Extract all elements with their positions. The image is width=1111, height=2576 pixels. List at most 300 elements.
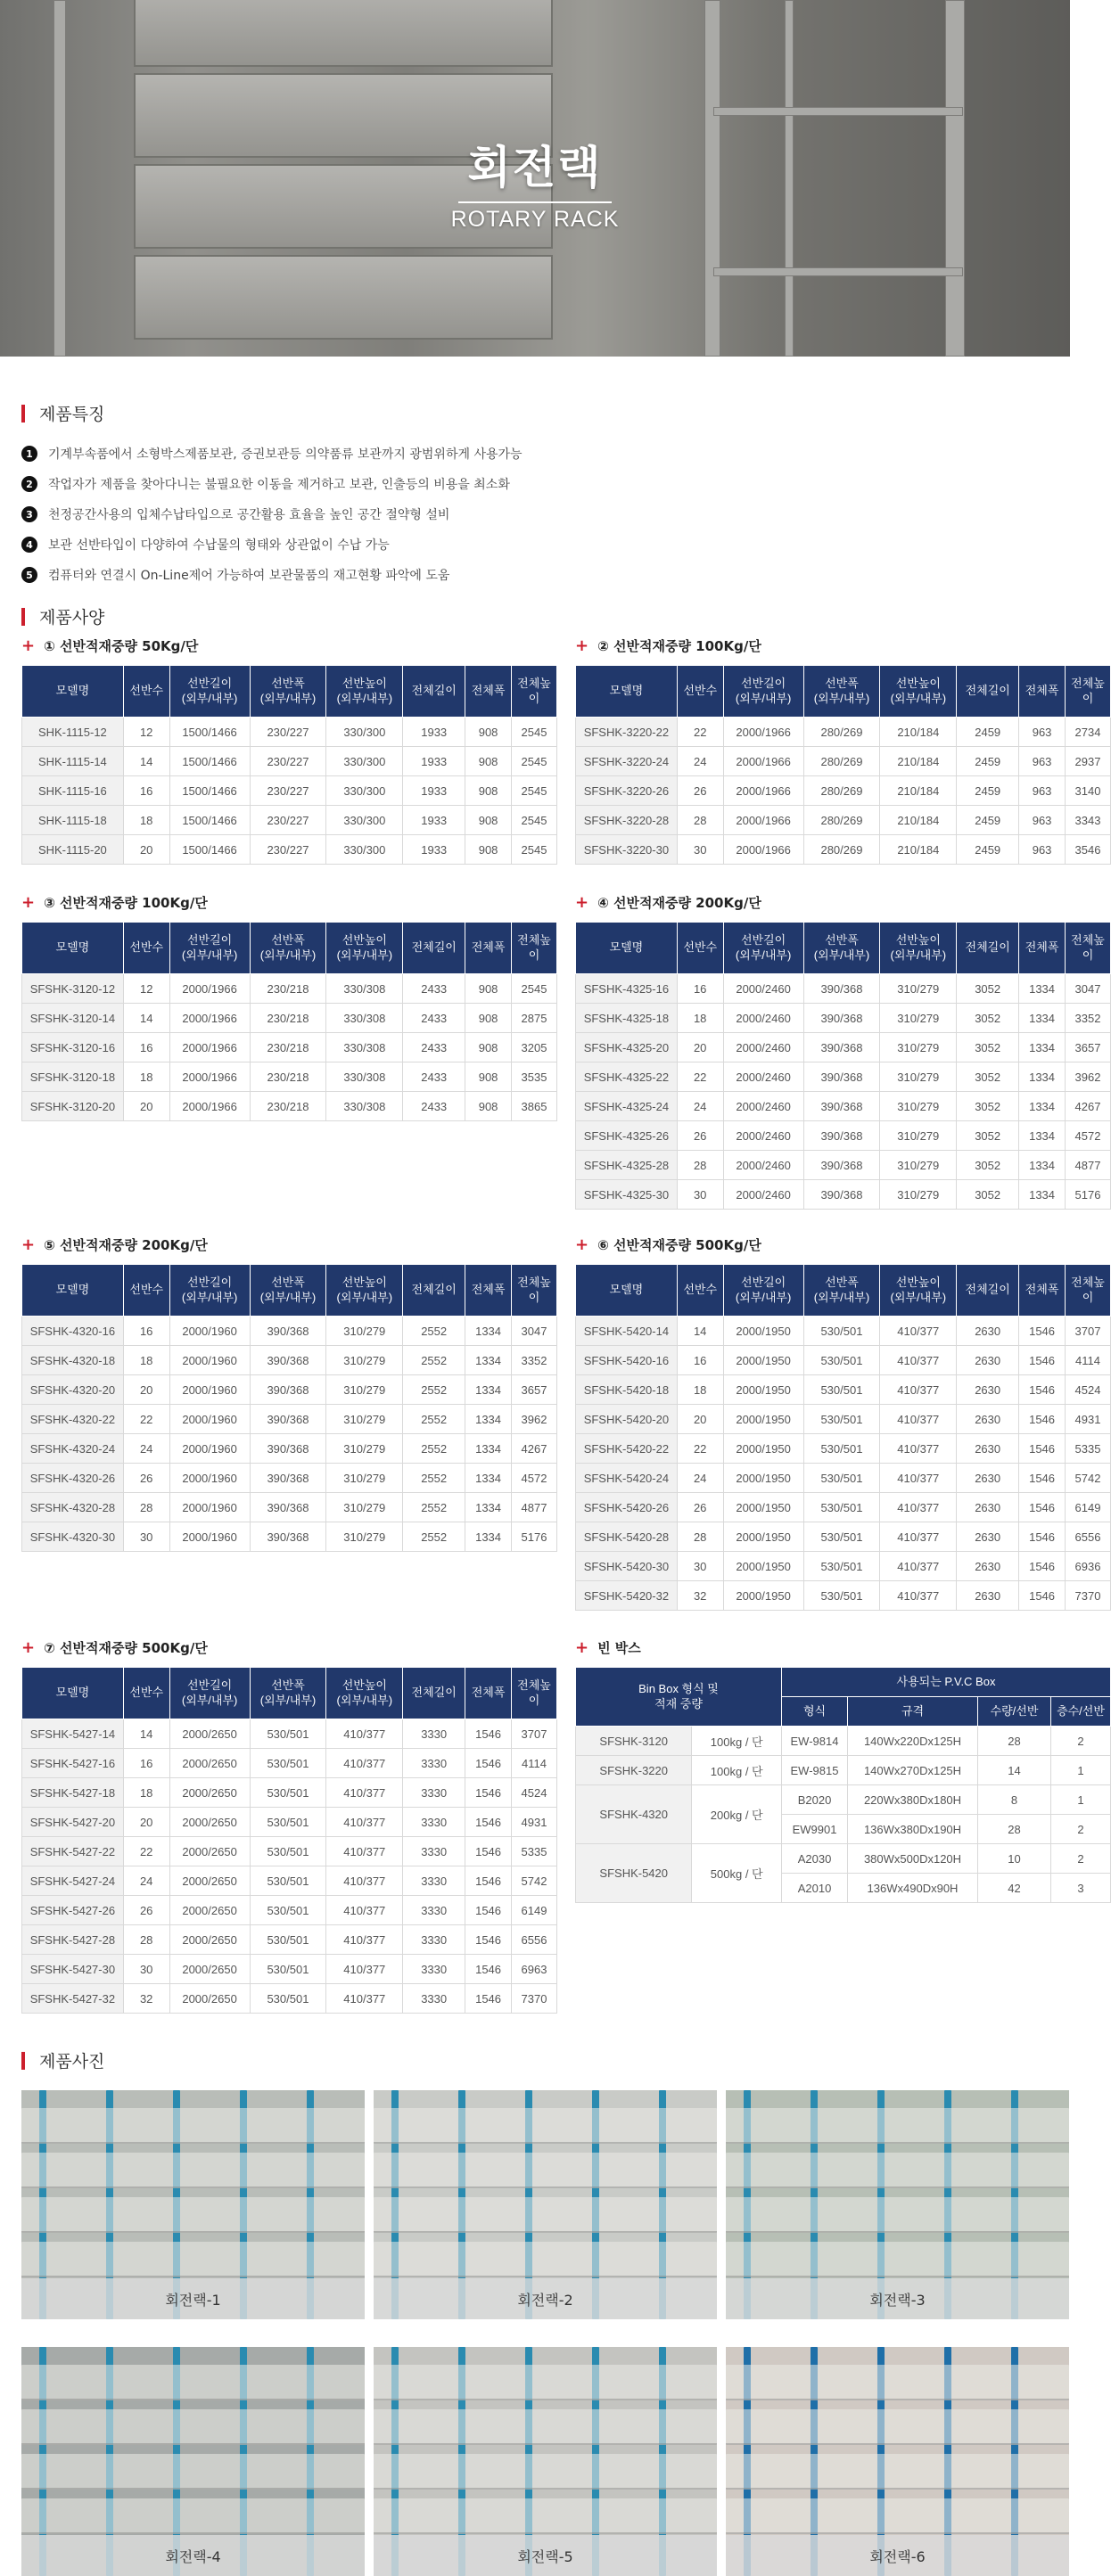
table-row	[576, 1434, 1111, 1464]
table-cell: 3052	[957, 1062, 1019, 1092]
table-row	[22, 1092, 557, 1121]
table-cell: 2000/2650	[169, 1955, 250, 1984]
table-cell: 410/377	[326, 1719, 403, 1749]
table-cell: 4877	[1066, 1151, 1111, 1180]
table-cell: 1546	[1019, 1434, 1066, 1464]
model-cell: SFSHK-3220-22	[576, 718, 678, 747]
table-cell: 26	[123, 1464, 169, 1493]
section-marker	[21, 405, 25, 422]
photo-caption: 회전랙-6	[726, 2535, 1069, 2576]
table-cell: 2630	[957, 1464, 1019, 1493]
table-cell: 4524	[512, 1778, 557, 1808]
table-cell: 1546	[465, 1778, 512, 1808]
rack-shelf-image	[726, 2454, 1069, 2490]
table-cell: 10	[978, 1844, 1051, 1874]
table-cell: 210/184	[880, 776, 957, 806]
column-header: 선반폭 (외부/내부)	[803, 923, 880, 974]
model-cell: SFSHK-5427-20	[22, 1808, 124, 1837]
model-cell: SFSHK-3220	[576, 1756, 692, 1785]
table-row	[22, 1522, 557, 1552]
table-cell: 3707	[1066, 1317, 1111, 1346]
table-cell: 3052	[957, 1180, 1019, 1210]
rack-shelf-image	[726, 2153, 1069, 2188]
table-cell: 16	[677, 974, 723, 1004]
table-row	[576, 1727, 1111, 1756]
rack-shelf-image	[726, 2108, 1069, 2144]
model-cell: SHK-1115-20	[22, 835, 124, 865]
table-header-row	[22, 666, 557, 718]
rack-shelf-image	[726, 2498, 1069, 2534]
table-row	[22, 1375, 557, 1405]
column-header: 전체길이	[957, 1265, 1019, 1317]
table-cell: 210/184	[880, 806, 957, 835]
model-cell: SFSHK-5420-20	[576, 1405, 678, 1434]
photo-caption: 회전랙-3	[726, 2278, 1069, 2319]
table-cell: 908	[465, 835, 512, 865]
table-cell: 6963	[512, 1955, 557, 1984]
column-header: 전체높이	[1066, 923, 1111, 974]
table-cell: 6149	[1066, 1493, 1111, 1522]
table-cell: 410/377	[326, 1984, 403, 2014]
table-cell: 3330	[403, 1808, 465, 1837]
table-cell: 2	[1051, 1844, 1111, 1874]
column-header: 선반높이 (외부/내부)	[326, 923, 403, 974]
table-cell: 3962	[512, 1405, 557, 1434]
table-cell: 3140	[1066, 776, 1111, 806]
column-header: 층수/선반	[1051, 1697, 1111, 1727]
table-header-row	[576, 1265, 1111, 1317]
rack-shelf-image	[21, 2197, 365, 2233]
table-row	[576, 1375, 1111, 1405]
model-cell: SFSHK-5420-16	[576, 1346, 678, 1375]
plus-icon: +	[21, 1235, 36, 1254]
spec-table-block	[21, 636, 557, 865]
table-cell: 1933	[403, 718, 465, 747]
table-header-row	[576, 923, 1111, 974]
table-cell: 1334	[1019, 1092, 1066, 1121]
table-row	[22, 1062, 557, 1092]
table-cell: 26	[123, 1896, 169, 1925]
plus-icon: +	[21, 892, 36, 912]
table-cell: 2000/2650	[169, 1925, 250, 1955]
table-cell: 2000/2460	[723, 1004, 803, 1033]
table-cell: 2000/1950	[723, 1493, 803, 1522]
spec-table	[575, 665, 1111, 865]
photo-card[interactable]	[374, 2090, 717, 2319]
model-cell: SFSHK-5427-26	[22, 1896, 124, 1925]
spec-table-title: ⑥ 선반적재중량 500Kg/단	[597, 1236, 761, 1253]
table-cell: 24	[677, 1092, 723, 1121]
plus-icon: +	[575, 892, 589, 912]
table-cell: 530/501	[250, 1896, 326, 1925]
specs-section	[21, 604, 104, 628]
table-row	[576, 1581, 1111, 1611]
table-cell: 1546	[465, 1808, 512, 1837]
table-cell: 28	[677, 1151, 723, 1180]
model-cell: SFSHK-5420-26	[576, 1493, 678, 1522]
table-cell: 230/227	[250, 747, 326, 776]
table-cell: 140Wx220Dx125H	[848, 1727, 978, 1756]
features-title: 제품특징	[39, 405, 105, 424]
table-cell: 330/308	[326, 974, 403, 1004]
model-cell: SFSHK-5427-16	[22, 1749, 124, 1778]
model-cell: SFSHK-3220-24	[576, 747, 678, 776]
table-cell: 230/227	[250, 806, 326, 835]
table-row	[576, 1180, 1111, 1210]
table-cell: 963	[1019, 747, 1066, 776]
photo-card[interactable]	[726, 2347, 1069, 2576]
table-cell: 230/227	[250, 718, 326, 747]
model-cell: SFSHK-5427-30	[22, 1955, 124, 1984]
table-cell: 2875	[512, 1004, 557, 1033]
table-cell: 1	[1051, 1756, 1111, 1785]
table-cell: 6936	[1066, 1552, 1111, 1581]
table-cell: 20	[123, 1808, 169, 1837]
column-header: 선반높이 (외부/내부)	[880, 923, 957, 974]
model-cell: SFSHK-4320-22	[22, 1405, 124, 1434]
photo-caption: 회전랙-1	[21, 2278, 365, 2319]
column-header: 전체높이	[512, 666, 557, 718]
table-cell: 310/279	[326, 1493, 403, 1522]
column-header: Bin Box 형식 및 적재 중량	[576, 1668, 782, 1727]
table-row	[22, 1033, 557, 1062]
table-row	[22, 1866, 557, 1896]
table-cell: 908	[465, 718, 512, 747]
table-cell: 22	[123, 1837, 169, 1866]
table-cell: 3330	[403, 1955, 465, 1984]
model-cell: SFSHK-5427-28	[22, 1925, 124, 1955]
spec-table	[21, 922, 557, 1121]
table-cell: 280/269	[803, 747, 880, 776]
load-cell: 100kg / 단	[692, 1756, 782, 1785]
table-cell: 136Wx380Dx190H	[848, 1815, 978, 1844]
table-cell: 12	[123, 974, 169, 1004]
table-row	[576, 1844, 1111, 1874]
table-row	[576, 806, 1111, 835]
plus-icon: +	[21, 636, 36, 655]
model-cell: SFSHK-5427-24	[22, 1866, 124, 1896]
table-cell: 1334	[465, 1522, 512, 1552]
rack-shelf-image	[374, 2153, 717, 2188]
table-cell: 1	[1051, 1785, 1111, 1815]
photos-title: 제품사진	[39, 2052, 105, 2071]
table-cell: 2000/2460	[723, 1062, 803, 1092]
table-cell: 26	[677, 1493, 723, 1522]
table-cell: 4877	[512, 1493, 557, 1522]
table-cell: 1546	[465, 1984, 512, 2014]
table-cell: 908	[465, 776, 512, 806]
model-cell: SFSHK-5427-32	[22, 1984, 124, 2014]
table-cell: 3205	[512, 1033, 557, 1062]
table-cell: 4931	[512, 1808, 557, 1837]
table-cell: 310/279	[326, 1346, 403, 1375]
table-cell: 2000/1966	[169, 1033, 250, 1062]
model-cell: SFSHK-5420-28	[576, 1522, 678, 1552]
table-row	[576, 1493, 1111, 1522]
table-cell: 6556	[512, 1925, 557, 1955]
table-row	[22, 1837, 557, 1866]
column-header: 선반수	[677, 666, 723, 718]
table-cell: 3352	[1066, 1004, 1111, 1033]
table-row	[576, 1004, 1111, 1033]
table-cell: 4931	[1066, 1405, 1111, 1434]
photo-card[interactable]	[21, 2347, 365, 2576]
table-row	[576, 1062, 1111, 1092]
table-cell: 380Wx500Dx120H	[848, 1844, 978, 1874]
table-cell: 530/501	[803, 1346, 880, 1375]
table-cell: 2937	[1066, 747, 1111, 776]
column-header: 전체높이	[512, 923, 557, 974]
model-cell: SFSHK-3120-14	[22, 1004, 124, 1033]
table-cell: 7370	[512, 1984, 557, 2014]
table-cell: 390/368	[803, 1004, 880, 1033]
model-cell: SHK-1115-16	[22, 776, 124, 806]
rack-shelf-image	[21, 2153, 365, 2188]
table-cell: 2734	[1066, 718, 1111, 747]
table-header-row	[576, 1668, 1111, 1697]
column-header: 선반길이 (외부/내부)	[169, 923, 250, 974]
table-cell: 16	[123, 776, 169, 806]
table-cell: 12	[123, 718, 169, 747]
spec-table-title: ④ 선반적재중량 200Kg/단	[597, 894, 761, 911]
feature-item	[21, 439, 523, 469]
table-cell: 1334	[465, 1346, 512, 1375]
table-cell: 2000/1966	[169, 1092, 250, 1121]
model-cell: SFSHK-3120	[576, 1727, 692, 1756]
table-cell: 2000/2650	[169, 1896, 250, 1925]
rack-shelf-image	[374, 2365, 717, 2400]
table-cell: 410/377	[880, 1317, 957, 1346]
table-cell: 2000/1950	[723, 1581, 803, 1611]
table-cell: 410/377	[326, 1896, 403, 1925]
table-cell: 3343	[1066, 806, 1111, 835]
photo-caption: 회전랙-5	[374, 2535, 717, 2576]
table-cell: 530/501	[250, 1866, 326, 1896]
table-cell: 330/308	[326, 1062, 403, 1092]
rack-shelf-image	[374, 2409, 717, 2445]
table-cell: 410/377	[326, 1808, 403, 1837]
number-badge-icon: 2	[21, 476, 37, 492]
table-cell: 20	[123, 1092, 169, 1121]
table-row	[22, 718, 557, 747]
spec-table	[21, 665, 557, 865]
table-cell: 3352	[512, 1346, 557, 1375]
table-cell: 1500/1466	[169, 835, 250, 865]
table-cell: 410/377	[880, 1375, 957, 1405]
table-cell: 3657	[1066, 1033, 1111, 1062]
column-header: 선반높이 (외부/내부)	[880, 666, 957, 718]
table-cell: 330/308	[326, 1004, 403, 1033]
table-cell: 410/377	[326, 1778, 403, 1808]
table-cell: 22	[123, 1405, 169, 1434]
table-cell: 410/377	[880, 1552, 957, 1581]
table-cell: 16	[123, 1749, 169, 1778]
table-cell: 2459	[957, 806, 1019, 835]
table-row	[22, 1778, 557, 1808]
table-cell: 1933	[403, 806, 465, 835]
table-cell: 16	[677, 1346, 723, 1375]
table-row	[576, 1552, 1111, 1581]
spec-table-title: ⑤ 선반적재중량 200Kg/단	[44, 1236, 208, 1253]
binbox-block	[575, 1638, 1111, 1903]
table-row	[576, 776, 1111, 806]
model-cell: SFSHK-3120-20	[22, 1092, 124, 1121]
table-cell: 410/377	[326, 1837, 403, 1866]
spec-table-block	[575, 1235, 1111, 1611]
table-cell: 1334	[1019, 1151, 1066, 1180]
photo-card[interactable]	[21, 2090, 365, 2319]
table-row	[576, 1092, 1111, 1121]
model-cell: SFSHK-5420-30	[576, 1552, 678, 1581]
table-row	[576, 1151, 1111, 1180]
table-cell: 3962	[1066, 1062, 1111, 1092]
table-cell: 1334	[465, 1464, 512, 1493]
column-header: 전체길이	[403, 1265, 465, 1317]
table-cell: 2552	[403, 1522, 465, 1552]
table-cell: 310/279	[326, 1405, 403, 1434]
table-cell: 1334	[465, 1317, 512, 1346]
table-cell: 2630	[957, 1375, 1019, 1405]
feature-text: 기계부속품에서 소형박스제품보관, 증권보관등 의약품류 보관까지 광범위하게 사용가능	[48, 447, 523, 462]
column-header: 모델명	[22, 1265, 124, 1317]
table-cell: 1334	[1019, 1180, 1066, 1210]
model-cell: SFSHK-4325-22	[576, 1062, 678, 1092]
column-header: 선반수	[123, 1668, 169, 1719]
photo-card[interactable]	[374, 2347, 717, 2576]
table-cell: 530/501	[803, 1464, 880, 1493]
table-row	[22, 1896, 557, 1925]
table-cell: 908	[465, 747, 512, 776]
table-cell: 3330	[403, 1778, 465, 1808]
table-cell: 2459	[957, 776, 1019, 806]
plus-icon: +	[21, 1637, 36, 1657]
table-cell: 390/368	[250, 1464, 326, 1493]
table-cell: 2000/1960	[169, 1434, 250, 1464]
rack-shelf-image	[726, 2365, 1069, 2400]
table-cell: 1546	[1019, 1405, 1066, 1434]
table-cell: 530/501	[803, 1581, 880, 1611]
table-cell: 2000/2650	[169, 1866, 250, 1896]
photo-card[interactable]	[726, 2090, 1069, 2319]
table-cell: 1546	[1019, 1552, 1066, 1581]
table-cell: 2433	[403, 1092, 465, 1121]
model-cell: SFSHK-4325-26	[576, 1121, 678, 1151]
table-cell: 1546	[1019, 1375, 1066, 1405]
table-cell: 1933	[403, 835, 465, 865]
model-cell: SFSHK-5420	[576, 1844, 692, 1903]
column-header: 모델명	[576, 666, 678, 718]
table-cell: 22	[677, 1434, 723, 1464]
table-cell: 2000/1966	[723, 718, 803, 747]
table-cell: 2000/2460	[723, 1151, 803, 1180]
photo-caption: 회전랙-2	[374, 2278, 717, 2319]
table-cell: 908	[465, 1004, 512, 1033]
hero-divider	[458, 201, 612, 203]
table-cell: 30	[677, 1180, 723, 1210]
table-cell: 3330	[403, 1984, 465, 2014]
column-header: 전체높이	[1066, 1265, 1111, 1317]
table-row	[22, 747, 557, 776]
table-cell: 410/377	[880, 1464, 957, 1493]
table-cell: 410/377	[880, 1522, 957, 1552]
table-row	[576, 1121, 1111, 1151]
table-cell: 410/377	[880, 1434, 957, 1464]
table-row	[22, 1464, 557, 1493]
table-cell: 2000/1950	[723, 1346, 803, 1375]
table-cell: 530/501	[803, 1317, 880, 1346]
model-cell: SFSHK-5420-18	[576, 1375, 678, 1405]
table-cell: 28	[978, 1727, 1051, 1756]
table-cell: 136Wx490Dx90H	[848, 1874, 978, 1903]
table-cell: 1933	[403, 776, 465, 806]
table-cell: 28	[677, 806, 723, 835]
column-header: 선반폭 (외부/내부)	[250, 666, 326, 718]
feature-item	[21, 529, 523, 560]
table-cell: 1546	[465, 1749, 512, 1778]
spec-table-block	[21, 1235, 557, 1552]
table-cell: 7370	[1066, 1581, 1111, 1611]
column-header: 선반폭 (외부/내부)	[250, 923, 326, 974]
column-header: 선반높이 (외부/내부)	[326, 1668, 403, 1719]
table-cell: 230/218	[250, 1092, 326, 1121]
table-cell: 1546	[465, 1955, 512, 1984]
table-cell: 2000/2650	[169, 1749, 250, 1778]
rack-shelf-image	[21, 2108, 365, 2144]
column-header: 규격	[848, 1697, 978, 1727]
table-cell: 2433	[403, 974, 465, 1004]
model-cell: SFSHK-4320-18	[22, 1346, 124, 1375]
table-cell: 2545	[512, 974, 557, 1004]
table-row	[22, 1493, 557, 1522]
table-cell: 3330	[403, 1896, 465, 1925]
table-row	[576, 718, 1111, 747]
table-cell: 390/368	[250, 1346, 326, 1375]
table-cell: 410/377	[326, 1749, 403, 1778]
table-cell: 390/368	[250, 1317, 326, 1346]
model-cell: SFSHK-5427-22	[22, 1837, 124, 1866]
column-header: 전체폭	[465, 1265, 512, 1317]
column-header: 선반높이 (외부/내부)	[880, 1265, 957, 1317]
column-header: 전체높이	[1066, 666, 1111, 718]
table-cell: 2545	[512, 718, 557, 747]
table-cell: 310/279	[880, 1121, 957, 1151]
model-cell: SFSHK-4325-24	[576, 1092, 678, 1121]
table-cell: 16	[123, 1033, 169, 1062]
table-cell: 908	[465, 974, 512, 1004]
table-cell: 18	[123, 806, 169, 835]
model-cell: SFSHK-5427-18	[22, 1778, 124, 1808]
table-row	[576, 1317, 1111, 1346]
table-cell: 4524	[1066, 1375, 1111, 1405]
table-cell: 310/279	[326, 1464, 403, 1493]
features-list	[21, 439, 523, 590]
rack-shelf-image	[374, 2454, 717, 2490]
column-header: 전체폭	[465, 923, 512, 974]
table-row	[576, 1464, 1111, 1493]
model-cell: SFSHK-4325-18	[576, 1004, 678, 1033]
table-cell: 908	[465, 1092, 512, 1121]
table-cell: 330/300	[326, 835, 403, 865]
table-cell: 2552	[403, 1346, 465, 1375]
model-cell: SFSHK-3120-12	[22, 974, 124, 1004]
table-cell: 2	[1051, 1727, 1111, 1756]
table-cell: 2000/2650	[169, 1719, 250, 1749]
table-cell: 1500/1466	[169, 718, 250, 747]
column-header: 모델명	[22, 1668, 124, 1719]
table-row	[22, 974, 557, 1004]
spec-table	[21, 1667, 557, 2014]
number-badge-icon: 1	[21, 446, 37, 462]
